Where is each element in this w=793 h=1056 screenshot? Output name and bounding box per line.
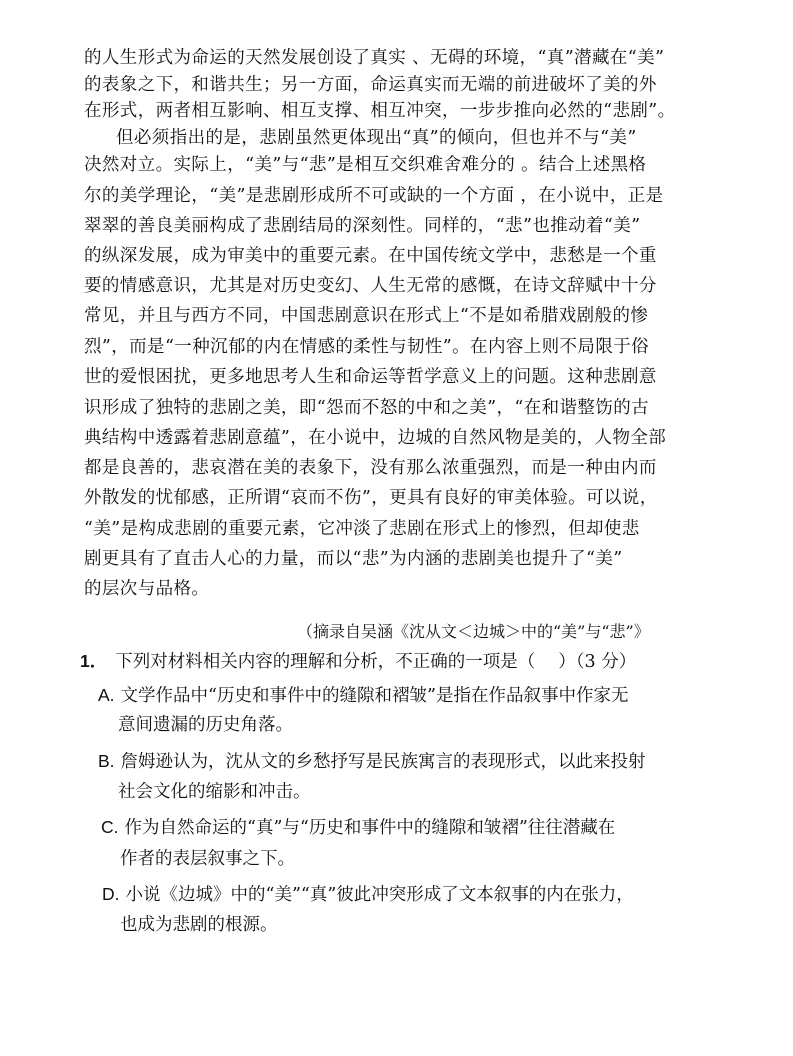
- passage-line: 但必须指出的是，悲剧虽然更体现出“真”的倾向，但也并不与“美”: [116, 128, 637, 148]
- passage-line: 要的情感意识，尤其是对历史变幻、人生无常的感慨，在诗文辞赋中十分: [84, 276, 657, 296]
- option-d-continued: 也成为悲剧的根源。: [120, 915, 278, 935]
- option-text: 文学作品中“历史和事件中的缝隙和褶皱”是指在作品叙事中作家无: [120, 686, 629, 706]
- source-citation: （摘录自吴涵《沈从文＜边城＞中的“美”与“悲”》: [297, 622, 650, 641]
- option-letter: A.: [98, 685, 115, 705]
- option-text: 作为自然命运的“真”与“历史和事件中的缝隙和皱褶”往往潜藏在: [124, 818, 616, 838]
- passage-line: 都是良善的，悲哀潜在美的表象下，没有那么浓重强烈，而是一种由内而: [84, 458, 657, 478]
- passage-line: 识形成了独特的悲剧之美，即“怨而不怒的中和之美”，“在和谐整饬的古: [84, 398, 650, 418]
- option-letter: D.: [102, 884, 120, 904]
- passage-line: 翠翠的善良美丽构成了悲剧结局的深刻性。同样的，“悲”也推动着“美”: [84, 216, 641, 236]
- passage-line: 世的爱恨困扰，更多地思考人生和命运等哲学意义上的问题。这种悲剧意: [84, 367, 657, 387]
- option-letter: B.: [98, 751, 115, 771]
- option-c[interactable]: [101, 814, 615, 841]
- question-stem: [80, 648, 636, 675]
- option-text: 詹姆逊认为，沈从文的乡愁抒写是民族寓言的表现形式，以此来投射: [120, 752, 646, 772]
- passage-line: “美”是构成悲剧的重要元素，它冲淡了悲剧在形式上的惨烈，但却使悲: [84, 519, 640, 539]
- option-a[interactable]: [98, 682, 628, 709]
- passage-line: 决然对立。实际上，“美”与“悲”是相互交织难舍难分的 。结合上述黑格: [84, 155, 647, 175]
- option-d[interactable]: [102, 881, 634, 908]
- option-text: 小说《边城》中的“美”“真”彼此冲突形成了文本叙事的内在张力，: [125, 885, 634, 905]
- passage-line: 的表象之下，和谐共生；另一方面，命运真实而无端的前进破坏了美的外: [84, 75, 657, 95]
- passage-line: 的层次与品格。: [84, 579, 210, 599]
- passage-line: 外散发的忧郁感，正所谓“哀而不伤”，更具有良好的审美体验。可以说，: [84, 488, 658, 508]
- option-c-continued: 作者的表层叙事之下。: [120, 849, 295, 869]
- passage-line: 常见，并且与西方不同，中国悲剧意识在形式上“不是如希腊戏剧般的惨: [84, 306, 649, 326]
- option-letter: C.: [101, 817, 119, 837]
- option-b[interactable]: [98, 748, 646, 775]
- passage-line: 的纵深发展，成为审美中的重要元素。在中国传统文学中，悲愁是一个重: [84, 246, 657, 266]
- option-b-continued: 社会文化的缩影和冲击。: [118, 782, 311, 802]
- passage-line: 烈”，而是“一种沉郁的内在情感的柔性与韧性”。在内容上则不局限于俗: [84, 337, 650, 357]
- passage-line: 典结构中透露着悲剧意蕴”，在小说中，边城的自然风物是美的，人物全部: [84, 428, 667, 448]
- option-a-continued: 意间遗漏的历史角落。: [118, 715, 293, 735]
- passage-line: 的人生形式为命运的天然发展创设了真实 、无碍的环境，“真”潜藏在“美”: [84, 48, 665, 68]
- passage-line: 在形式，两者相互影响、相互支撑、相互冲突，一步步推向必然的“悲剧”。: [84, 101, 676, 121]
- question-text: 下列对材料相关内容的理解和分析，不正确的一项是（ ）（3 分）: [115, 652, 637, 672]
- question-number: 1．: [80, 651, 108, 671]
- passage-line: 尔的美学理论，“美”是悲剧形成所不可或缺的一个方面 ，在小说中，正是: [84, 186, 664, 206]
- passage-line: 剧更具有了直击人心的力量，而以“悲”为内涵的悲剧美也提升了“美”: [84, 549, 623, 569]
